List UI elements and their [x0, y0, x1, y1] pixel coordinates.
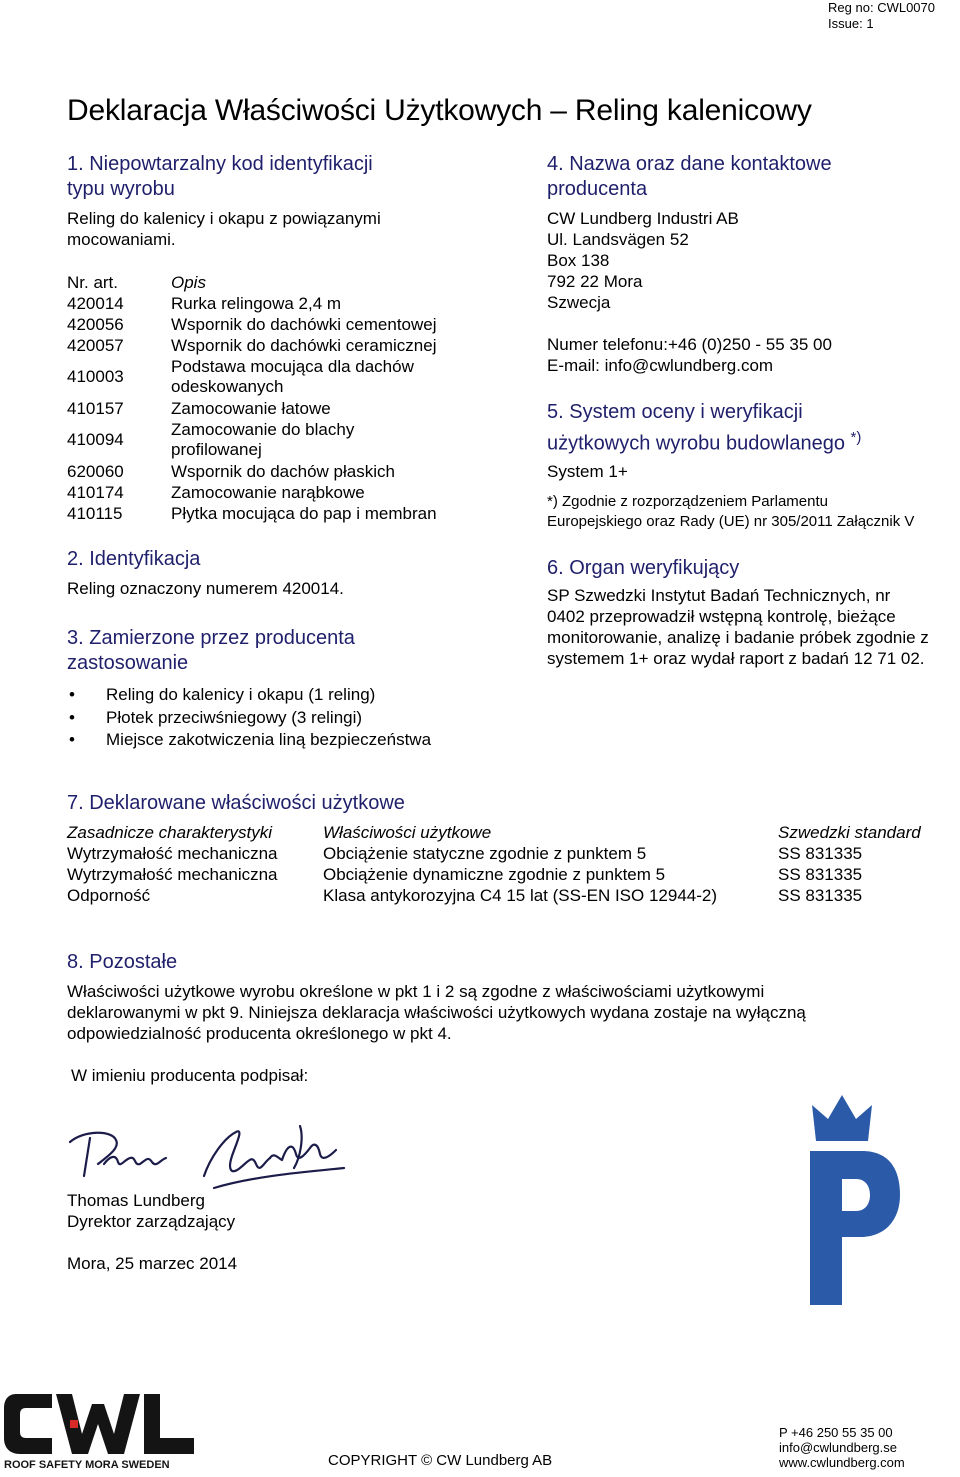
signatory-name: Thomas Lundberg	[67, 1191, 205, 1210]
signatory	[67, 1190, 235, 1232]
section-3	[67, 626, 487, 752]
copyright: COPYRIGHT © CW Lundberg AB	[328, 1452, 553, 1469]
manufacturer-phone: Numer telefonu:+46 (0)250 - 55 35 00	[547, 335, 832, 354]
section-1	[67, 152, 487, 250]
list-item: • Miejsce zakotwiczenia liną bezpieczeństwa	[67, 729, 487, 752]
section-5-heading: 5. System oceny i weryfikacji użytkowych wyrobu budowlanego *)	[547, 401, 862, 455]
section-8	[67, 950, 947, 1044]
table-row: 420056 Wspornik do dachówki cementowej	[67, 314, 437, 334]
assessment-system: System 1+	[547, 461, 628, 481]
footer-email[interactable]: info@cwlundberg.se	[779, 1440, 897, 1455]
issue-number: Issue: 1	[828, 16, 874, 31]
signatory-position: Dyrektor zarządzający	[67, 1212, 236, 1231]
page-title: Deklaracja Właściwości Użytkowych – Reling kalenicowy	[67, 94, 812, 127]
section-4	[547, 152, 957, 376]
list-item: • Płotek przeciwśniegowy (3 relingi)	[67, 707, 487, 730]
notified-body-text: SP Szwedzki Instytut Badań Technicznych, nr 0402 przeprowadził wstępną kontrolę, bieżące monitorowanie, analizę i badanie próbek zgodnie z systemem 1+ oraz wydał raport z badań 12 71 02.	[547, 586, 929, 668]
section-2-heading: 2. Identyfikacja	[67, 548, 201, 570]
cwl-logo	[2, 1390, 197, 1470]
table-row: Wytrzymałość mechaniczna Obciążenie statyczne zgodnie z punktem 5 SS 831335	[67, 844, 863, 863]
document-header	[828, 0, 935, 32]
logo-tagline: ROOF SAFETY MORA SWEDEN	[4, 1459, 170, 1470]
table-row: 410157 Zamocowanie łatowe	[67, 398, 331, 418]
footer-contact	[779, 1425, 905, 1470]
section-1-heading: 1. Niepowtarzalny kod identyfikacji typu wyrobu	[67, 153, 373, 200]
reg-number: Reg no: CWL0070	[828, 0, 935, 15]
section-5	[547, 400, 957, 532]
regulation-note: *) Zgodnie z rozporządzeniem Parlamentu Europejskiego oraz Rady (UE) nr 305/2011 Załącznik V	[547, 492, 915, 530]
section-3-heading: 3. Zamierzone przez producenta zastosowanie	[67, 627, 355, 674]
manufacturer-address: CW Lundberg Industri AB Ul. Landsvägen 52 Box 138 792 22 Mora Szwecja Numer telefonu:+46 (0)250 - 55 35 00 E-mail: info@cwlundberg.com	[547, 208, 957, 376]
signature-image	[64, 1118, 354, 1193]
section-8-text: Właściwości użytkowe wyrobu określone w pkt 1 i 2 są zgodne z właściwościami użytkowymi deklarowanymi w pkt 9. Niniejsza deklaracja właściwości użytkowych wydana zostaje na wyłączną odpowiedzialność producenta określonego w pkt 4.	[67, 982, 806, 1043]
table-row: Odporność Klasa antykorozyjna C4 15 lat (SS-EN ISO 12944-2) SS 831335	[67, 886, 863, 905]
footer-phone: P +46 250 55 35 00	[779, 1425, 893, 1440]
table-row: 410003 Podstawa mocująca dla dachów odeskowanych	[67, 357, 414, 396]
table-row: 420014 Rurka relingowa 2,4 m	[67, 293, 342, 313]
section-8-heading: 8. Pozostałe	[67, 951, 178, 973]
table-row: 420057 Wspornik do dachówki ceramicznej	[67, 335, 437, 355]
section-6	[547, 556, 957, 669]
section-2	[67, 547, 487, 599]
article-col-number: Nr. art.	[67, 272, 119, 292]
list-item: • Reling do kalenicy i okapu (1 reling)	[67, 684, 487, 707]
properties-table-header: Zasadnicze charakterystyki Właściwości użytkowe Szwedzki standard	[67, 823, 921, 842]
place-date: Mora, 25 marzec 2014	[67, 1254, 238, 1273]
table-row: 410174 Zamocowanie narąbkowe	[67, 482, 365, 502]
table-row: 410115 Płytka mocująca do pap i membran	[67, 503, 437, 523]
table-row: 620060 Wspornik do dachów płaskich	[67, 461, 395, 481]
article-table-header	[67, 272, 471, 293]
crown-p-logo	[770, 1095, 910, 1320]
table-row: 410094 Zamocowanie do blachy profilowanej	[67, 420, 355, 459]
usage-list	[67, 684, 487, 752]
section-7-heading: 7. Deklarowane właściwości użytkowe	[67, 792, 405, 814]
footer-website[interactable]: www.cwlundberg.com	[779, 1455, 905, 1470]
signature-intro: W imieniu producenta podpisał:	[71, 1066, 309, 1085]
section-2-text: Reling oznaczony numerem 420014.	[67, 579, 344, 598]
section-4-heading: 4. Nazwa oraz dane kontaktowe producenta	[547, 153, 832, 200]
table-row: Wytrzymałość mechaniczna Obciążenie dynamiczne zgodnie z punktem 5 SS 831335	[67, 865, 863, 884]
section-6-heading: 6. Organ weryfikujący	[547, 557, 740, 579]
article-table	[67, 272, 471, 524]
section-1-text: Reling do kalenicy i okapu z powiązanymi mocowaniami.	[67, 209, 381, 249]
properties-table	[67, 822, 960, 906]
manufacturer-email[interactable]: E-mail: info@cwlundberg.com	[547, 356, 774, 375]
article-col-description: Opis	[171, 272, 206, 292]
